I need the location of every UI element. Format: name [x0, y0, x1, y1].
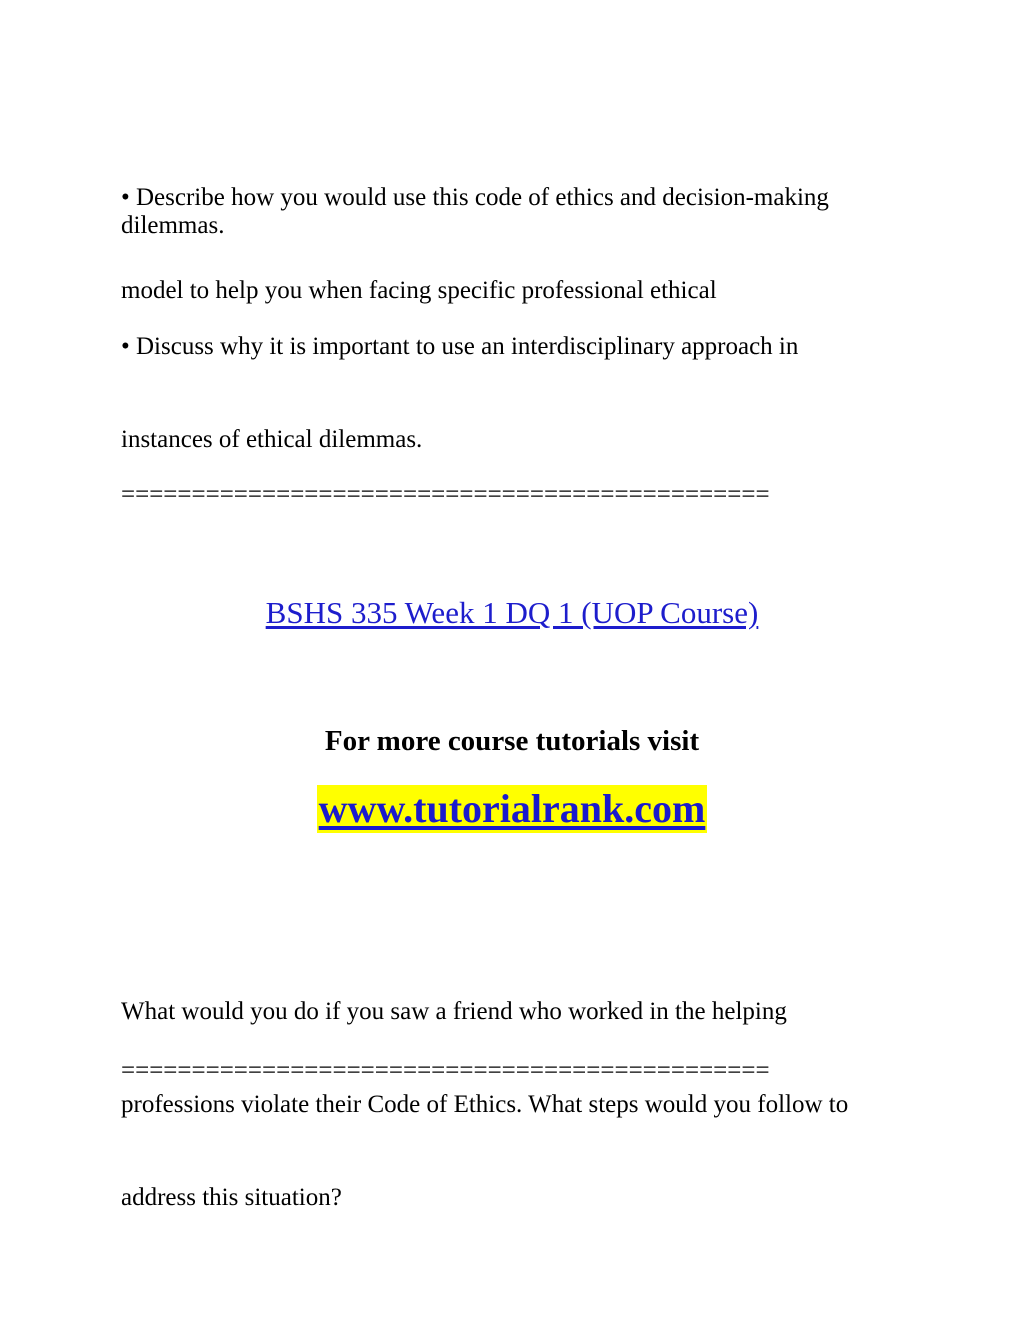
course-link[interactable]: BSHS 335 Week 1 DQ 1 (UOP Course)	[265, 595, 759, 630]
course-link-row	[0, 593, 1024, 633]
question-line-2: professions violate their Code of Ethics. What steps would you follow to	[121, 1091, 849, 1118]
separator-bottom: ==============================================	[121, 1057, 770, 1084]
promo-label: For more course tutorials visit	[324, 725, 700, 757]
bullet-describe-line-1: • Describe how you would use this code of ethics and decision-making	[121, 184, 829, 211]
bullet-discuss-line-2: instances of ethical dilemmas.	[121, 426, 423, 453]
site-link-row	[0, 785, 1024, 833]
site-link-highlight	[317, 785, 708, 833]
separator-top: ==============================================	[121, 481, 770, 508]
promo-text	[0, 722, 1024, 760]
question-line-3: address this situation?	[121, 1184, 342, 1211]
question-paragraph	[121, 934, 941, 1275]
site-link[interactable]: www.tutorialrank.com	[318, 786, 706, 831]
question-line-1: What would you do if you saw a friend who worked in the helping	[121, 998, 787, 1025]
bullet-describe-line-2: model to help you when facing specific professional ethical	[121, 277, 717, 304]
bullet-discuss-line-1: • Discuss why it is important to use an interdisciplinary approach in	[121, 333, 799, 360]
bullet-describe-continuation: dilemmas.	[121, 212, 225, 239]
